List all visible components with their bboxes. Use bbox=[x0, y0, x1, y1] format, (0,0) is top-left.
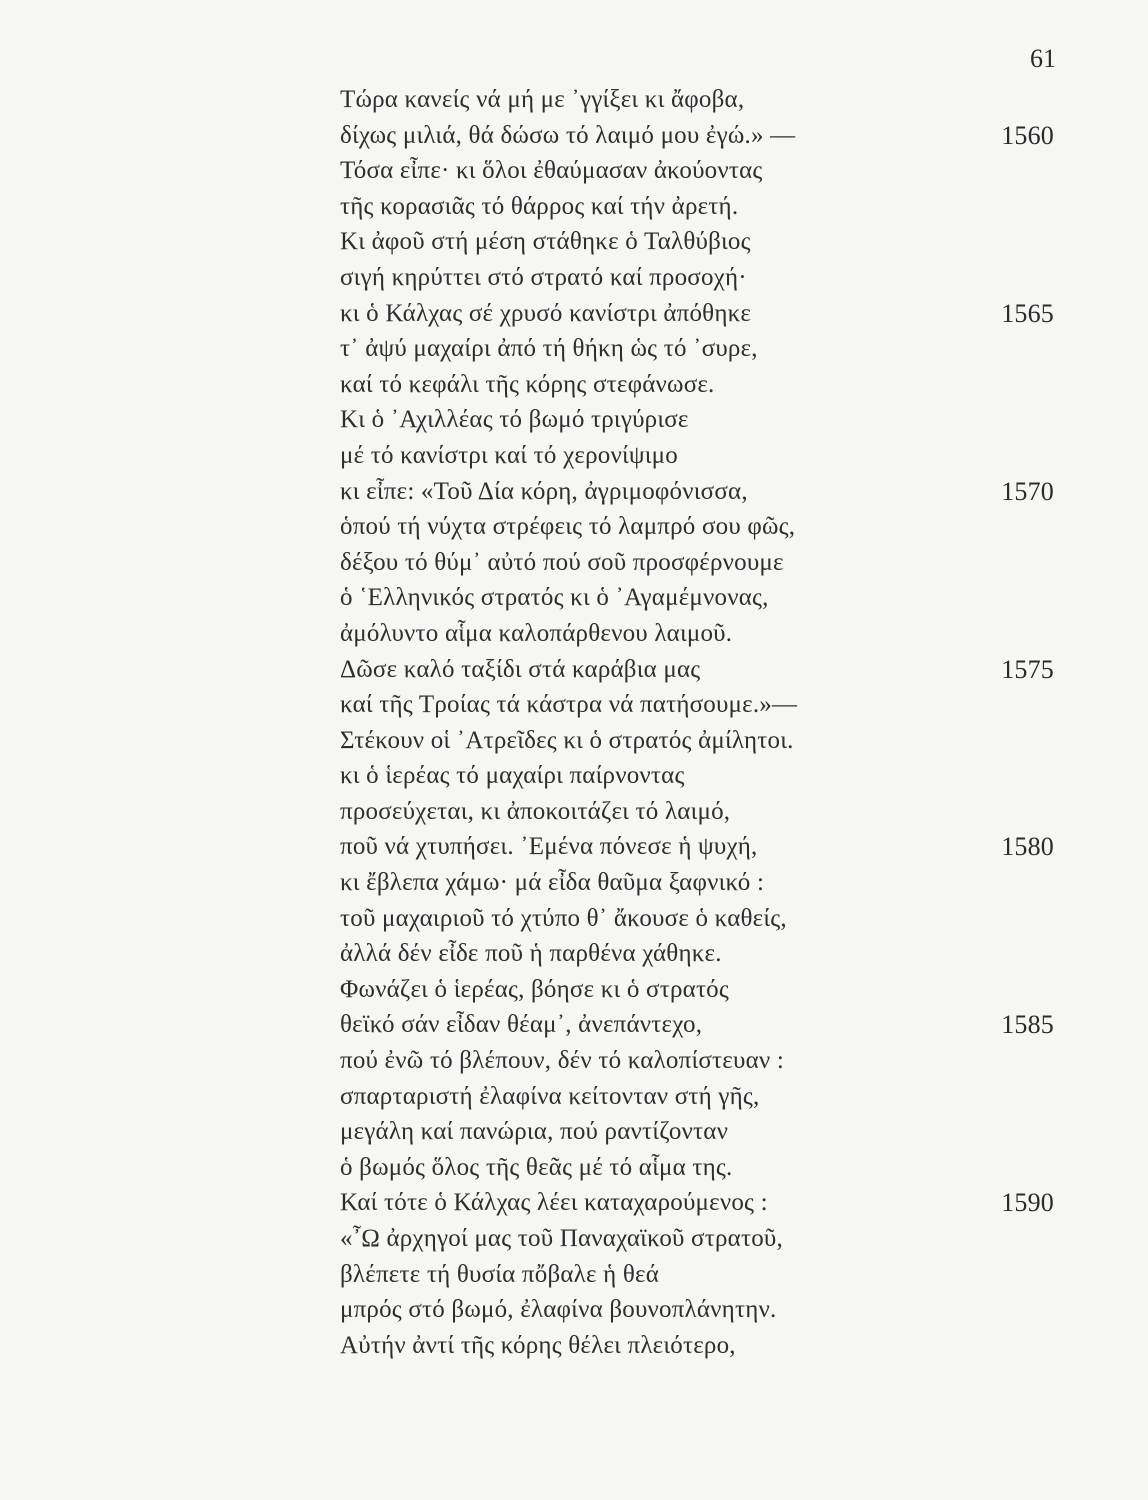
verse-line bbox=[340, 1328, 1060, 1364]
verse-text: πού ἐνῶ τό βλέπουν, δέν τό καλοπίστευαν : bbox=[340, 1047, 784, 1075]
verse-text: ἀμόλυντο αἷμα καλοπάρθενου λαιμοῦ. bbox=[340, 619, 733, 647]
verse-text: προσεύχεται, κι ἀποκοιτάζει τό λαιμό, bbox=[340, 797, 731, 825]
verse-text: καί τό κεφάλι τῆς κόρης στεφάνωσε. bbox=[340, 370, 715, 398]
verse-text: «῏Ω ἀρχηγοί μας τοῦ Παναχαϊκοῦ στρατοῦ, bbox=[340, 1225, 783, 1252]
verse-line bbox=[340, 331, 1060, 367]
verse-line bbox=[340, 118, 1060, 154]
verse-line bbox=[340, 723, 1060, 759]
verse-text: Τώρα κανείς νά μή με ᾿γγίξει κι ἄφοβα, bbox=[340, 86, 745, 113]
verse-line bbox=[340, 189, 1060, 225]
verse-line bbox=[340, 1257, 1060, 1293]
verse-text: κι ὁ ἱερέας τό μαχαίρι παίρνοντας bbox=[340, 762, 685, 790]
line-number: 1565 bbox=[1001, 298, 1054, 328]
verse-text: τ᾿ ἀψύ μαχαίρι ἀπό τή θήκη ὡς τό ᾿συρε, bbox=[340, 335, 758, 363]
verse-line bbox=[340, 1043, 1060, 1079]
verse-text: Τόσα εἶπε· κι ὅλοι ἐθαύμασαν ἀκούοντας bbox=[340, 157, 763, 185]
verse-text: Αὐτήν ἀντί τῆς κόρης θέλει πλειότερο, bbox=[340, 1331, 736, 1359]
verse-line bbox=[340, 509, 1060, 545]
verse-line bbox=[340, 1007, 1060, 1043]
verse-line bbox=[340, 1185, 1060, 1221]
verse-line bbox=[340, 438, 1060, 474]
verse-line bbox=[340, 367, 1060, 403]
line-number: 1580 bbox=[1001, 832, 1054, 862]
verse-text: δέξου τό θύμ᾿ αὐτό πού σοῦ προσφέρνουμε bbox=[340, 548, 784, 576]
verse-text: ὁ ῾Ελληνικός στρατός κι ὁ ᾿Αγαμέμνονας, bbox=[340, 584, 769, 612]
verse-text: σιγή κηρύττει στό στρατό καί προσοχή· bbox=[340, 263, 747, 291]
verse-line bbox=[340, 758, 1060, 794]
verse-text: ἀλλά δέν εἶδε ποῦ ἡ παρθένα χάθηκε. bbox=[340, 940, 722, 968]
line-number: 1560 bbox=[1001, 120, 1054, 150]
verse-line bbox=[340, 296, 1060, 332]
verse-line bbox=[340, 1114, 1060, 1150]
verse-text: δίχως μιλιά, θά δώσω τό λαιμό μου ἐγώ.» — bbox=[340, 121, 796, 149]
page-number: 61 bbox=[1030, 44, 1056, 73]
verse-line bbox=[340, 972, 1060, 1008]
verse-line bbox=[340, 474, 1060, 510]
verse-line bbox=[340, 794, 1060, 830]
verse-text: κι εἶπε: «Τοῦ Δία κόρη, ἀγριμοφόνισσα, bbox=[340, 477, 748, 505]
verse-line bbox=[340, 402, 1060, 438]
verse-line bbox=[340, 545, 1060, 581]
verse-text: Κι ἀφοῦ στή μέση στάθηκε ὁ Ταλθύβιος bbox=[340, 228, 751, 256]
verse-text: ποῦ νά χτυπήσει. ᾿Εμένα πόνεσε ἡ ψυχή, bbox=[340, 833, 758, 861]
verse-line bbox=[340, 580, 1060, 616]
verse-text: θεϊκό σάν εἶδαν θέαμ᾿, ἀνεπάντεχο, bbox=[340, 1011, 703, 1039]
verse-text: μέ τό κανίστρι καί τό χερονίψιμο bbox=[340, 441, 678, 469]
verse-line bbox=[340, 865, 1060, 901]
line-number: 1590 bbox=[1001, 1188, 1054, 1218]
verse-line bbox=[340, 1150, 1060, 1186]
verse-line bbox=[340, 936, 1060, 972]
verse-text: μπρός στό βωμό, ἐλαφίνα βουνοπλάνητην. bbox=[340, 1296, 777, 1324]
verse-text: ὁ βωμός ὅλος τῆς θεᾶς μέ τό αἷμα της. bbox=[340, 1153, 733, 1181]
verse-line bbox=[340, 901, 1060, 937]
verse-line bbox=[340, 652, 1060, 688]
verse-text: καί τῆς Τροίας τά κάστρα νά πατήσουμε.»— bbox=[340, 691, 798, 719]
verse-line bbox=[340, 1079, 1060, 1115]
verse-text: τοῦ μαχαιριοῦ τό χτύπο θ᾿ ἄκουσε ὁ καθείς, bbox=[340, 904, 787, 932]
verse-text: κι ὁ Κάλχας σέ χρυσό κανίστρι ἀπόθηκε bbox=[340, 299, 752, 327]
verse-text: μεγάλη καί πανώρια, πού ραντίζονταν bbox=[340, 1118, 729, 1146]
verse-text: Στέκουν οἱ ᾿Ατρεῖδες κι ὁ στρατός ἀμίλητοι. bbox=[340, 726, 794, 754]
verse-text: Κι ὁ ᾿Αχιλλέας τό βωμό τριγύρισε bbox=[340, 406, 689, 434]
line-number: 1575 bbox=[1001, 654, 1054, 684]
verse-text: τῆς κορασιᾶς τό θάρρος καί τήν ἀρετή. bbox=[340, 192, 739, 220]
verse-line bbox=[340, 260, 1060, 296]
verse-text: Καί τότε ὁ Κάλχας λέει καταχαρούμενος : bbox=[340, 1189, 768, 1217]
verse-line bbox=[340, 82, 1060, 118]
line-number: 1570 bbox=[1001, 476, 1054, 506]
verse-text: Δῶσε καλό ταξίδι στά καράβια μας bbox=[340, 655, 701, 683]
verse-line bbox=[340, 1221, 1060, 1257]
verse-line bbox=[340, 616, 1060, 652]
verse-text: βλέπετε τή θυσία πὄβαλε ἡ θεά bbox=[340, 1260, 660, 1288]
verse-text: ὁπού τή νύχτα στρέφεις τό λαμπρό σου φῶς, bbox=[340, 513, 796, 541]
line-number: 1585 bbox=[1001, 1010, 1054, 1040]
verse-text: Φωνάζει ὁ ἱερέας, βόησε κι ὁ στρατός bbox=[340, 975, 729, 1003]
verse-line bbox=[340, 1292, 1060, 1328]
verse-text: κι ἔβλεπα χάμω· μά εἶδα θαῦμα ξαφνικό : bbox=[340, 869, 765, 897]
verse-line bbox=[340, 153, 1060, 189]
verse-text: σπαρταριστή ἐλαφίνα κείτονταν στή γῆς, bbox=[340, 1082, 760, 1110]
verse-line bbox=[340, 687, 1060, 723]
verse-line bbox=[340, 224, 1060, 260]
verse-line bbox=[340, 829, 1060, 865]
verse-block bbox=[340, 82, 1060, 1363]
